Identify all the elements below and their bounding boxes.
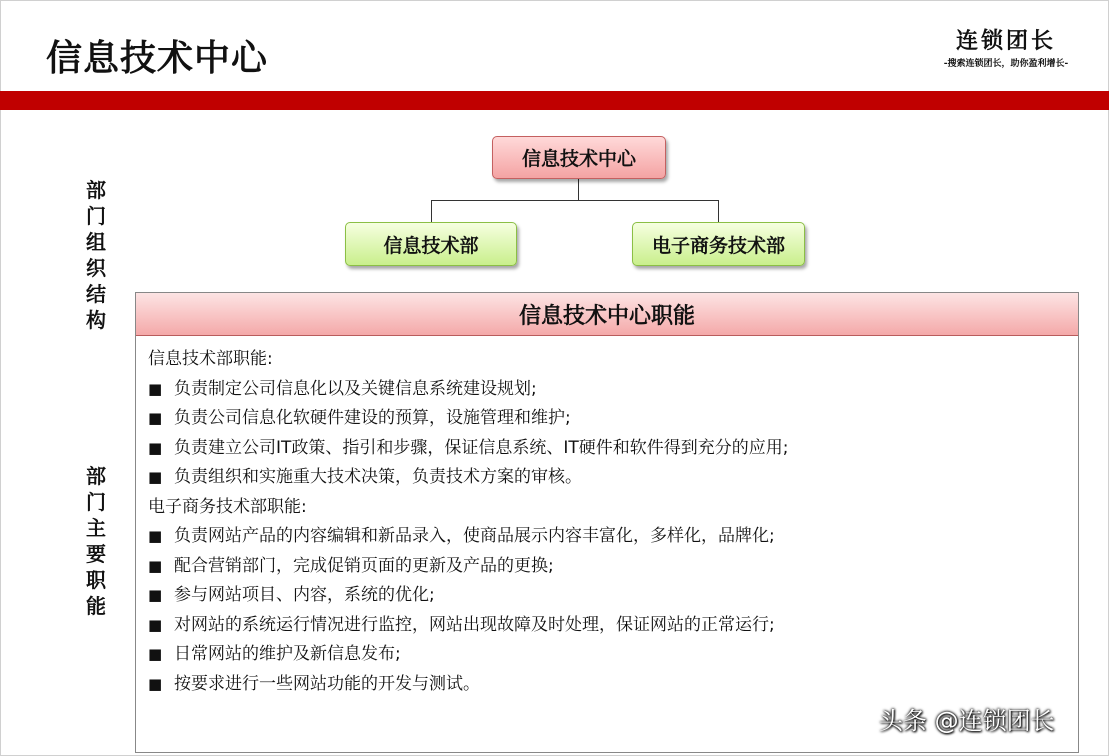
list-item (148, 581, 1070, 611)
logo-name: 连锁团长 (955, 28, 1056, 54)
list-item (148, 404, 1070, 434)
org-node-it-dept: 信息技术部 (345, 222, 517, 266)
bullet-square-icon: ■ (148, 645, 163, 663)
side-label-char: 门 (86, 204, 106, 228)
side-label-char: 职 (86, 568, 106, 592)
list-item-text: 参与网站项目、内容，系统的优化; (174, 585, 435, 605)
bullet-square-icon: ■ (148, 468, 163, 486)
list-item-text: 负责组织和实施重大技术决策，负责技术方案的审核。 (174, 467, 582, 487)
side-label-char: 主 (86, 516, 106, 540)
page-title: 信息技术中心 (46, 38, 269, 79)
side-label-char: 构 (86, 308, 106, 332)
org-connector-right (718, 200, 719, 222)
list-item-text: 负责网站产品的内容编辑和新品录入，使商品展示内容丰富化，多样化，品牌化; (174, 526, 775, 546)
bullet-square-icon: ■ (148, 409, 163, 427)
side-label-char: 部 (86, 178, 106, 202)
bullet-square-icon: ■ (148, 674, 163, 693)
side-label-char: 织 (86, 256, 106, 280)
bullet-square-icon: ■ (148, 438, 163, 457)
side-label-char: 门 (86, 490, 106, 514)
list-item-text: 按要求进行一些网站功能的开发与测试。 (174, 673, 480, 694)
side-label-char: 要 (86, 542, 106, 566)
list-item (148, 375, 1070, 405)
side-label-char: 能 (86, 594, 106, 618)
list-item (148, 522, 1070, 552)
list-item (148, 640, 1070, 670)
section-title-ecommerce: 电子商务技术部职能: (148, 496, 307, 517)
side-label-char: 组 (86, 230, 106, 254)
functions-box (135, 292, 1079, 753)
list-item-text: 对网站的系统运行情况进行监控，网站出现故障及时处理，保证网站的正常运行; (174, 614, 775, 635)
org-connector-vertical (578, 179, 579, 201)
watermark-text: 头条 @连锁团长 (879, 707, 1055, 735)
side-label-char: 部 (86, 464, 106, 488)
list-item (148, 552, 1070, 582)
logo-slogan: -搜索连锁团长，助你盈利增长- (943, 59, 1069, 69)
functions-content (148, 345, 1070, 699)
org-node-root: 信息技术中心 (492, 136, 666, 179)
bullet-square-icon: ■ (148, 379, 163, 398)
org-connector-horizontal (431, 200, 719, 201)
bullet-square-icon: ■ (148, 527, 163, 545)
bullet-square-icon: ■ (148, 586, 163, 604)
header-red-bar (0, 91, 1109, 110)
bullet-square-icon: ■ (148, 615, 163, 634)
list-item-text: 负责制定公司信息化以及关键信息系统建设规划; (174, 378, 537, 399)
section-title-it: 信息技术部职能: (148, 349, 273, 369)
list-item (148, 463, 1070, 493)
list-item (148, 611, 1070, 641)
org-node-ecommerce-dept: 电子商务技术部 (632, 222, 805, 266)
bullet-square-icon: ■ (148, 556, 163, 575)
functions-header: 信息技术中心职能 (136, 293, 1078, 336)
list-item (148, 670, 1070, 700)
side-label-duties (82, 463, 110, 619)
org-connector-left (431, 200, 432, 222)
list-item-text: 日常网站的维护及新信息发布; (174, 644, 401, 664)
list-item (148, 434, 1070, 464)
list-item-text: 负责公司信息化软硬件建设的预算，设施管理和维护; (174, 408, 571, 428)
side-label-structure (82, 177, 110, 333)
list-item-text: 配合营销部门，完成促销页面的更新及产品的更换; (174, 555, 554, 576)
side-label-char: 结 (86, 282, 106, 306)
list-item-text: 负责建立公司IT政策、指引和步骤，保证信息系统、IT硬件和软件得到充分的应用; (174, 437, 789, 458)
